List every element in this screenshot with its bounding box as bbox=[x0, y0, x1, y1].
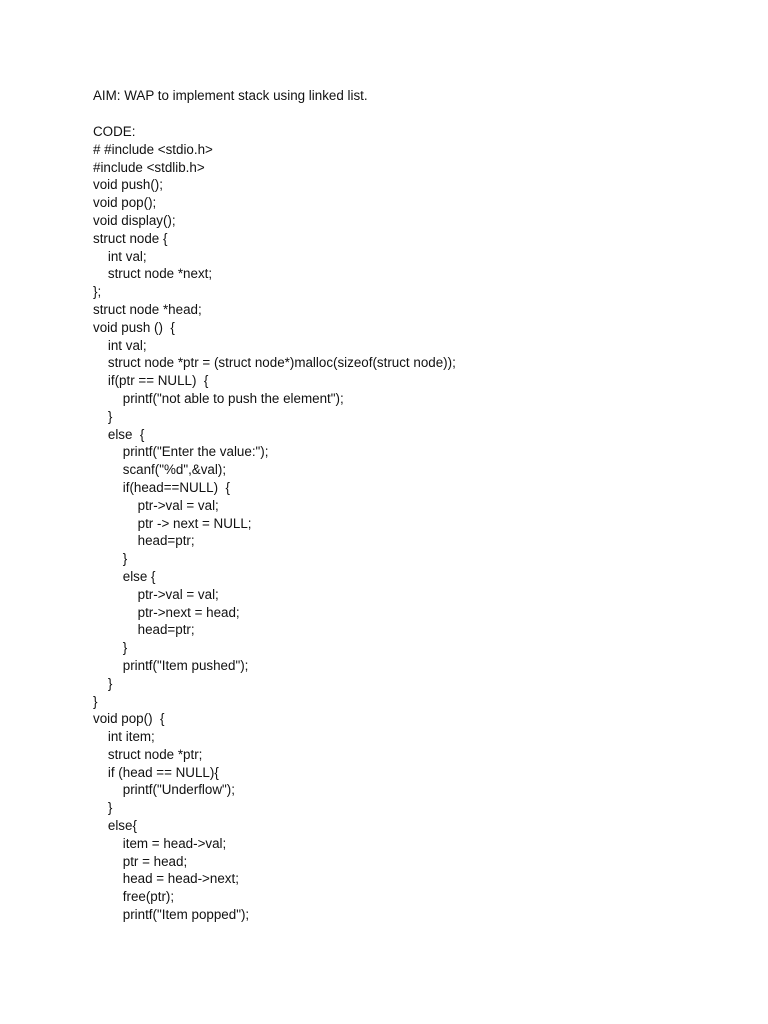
code-line: head = head->next; bbox=[93, 871, 239, 887]
code-line: } bbox=[93, 800, 113, 816]
code-line: void pop() { bbox=[93, 711, 165, 727]
code-block bbox=[93, 123, 456, 924]
code-line: head=ptr; bbox=[93, 533, 195, 549]
code-line: ptr->val = val; bbox=[93, 497, 219, 513]
code-line: printf("Enter the value:"); bbox=[93, 444, 269, 460]
code-line: } bbox=[93, 551, 128, 567]
code-line: }; bbox=[93, 284, 102, 300]
code-line: # #include <stdio.h> bbox=[93, 141, 213, 157]
code-line: void push () { bbox=[93, 319, 175, 335]
code-line: struct node { bbox=[93, 230, 168, 246]
code-label: CODE: bbox=[93, 124, 136, 139]
code-line: ptr->next = head; bbox=[93, 604, 240, 620]
code-line: else { bbox=[93, 568, 156, 584]
code-line: printf("Item pushed"); bbox=[93, 657, 249, 673]
code-line: free(ptr); bbox=[93, 889, 175, 905]
code-line: void push(); bbox=[93, 177, 163, 193]
code-line: void pop(); bbox=[93, 195, 157, 211]
aim-heading: AIM: WAP to implement stack using linked list. bbox=[93, 88, 368, 103]
code-line: int item; bbox=[93, 729, 155, 745]
code-line: ptr = head; bbox=[93, 853, 188, 869]
code-line: printf("Underflow"); bbox=[93, 782, 235, 798]
code-line: int val; bbox=[93, 248, 147, 264]
code-line: } bbox=[93, 675, 113, 691]
code-line: ptr -> next = NULL; bbox=[93, 515, 252, 531]
code-line: else{ bbox=[93, 818, 137, 834]
code-line: else { bbox=[93, 426, 145, 442]
code-lines bbox=[93, 141, 456, 924]
code-line: struct node *ptr = (struct node*)malloc(sizeof(struct node)); bbox=[93, 355, 456, 371]
code-line: if (head == NULL){ bbox=[93, 764, 219, 780]
code-line: int val; bbox=[93, 337, 147, 353]
code-line: void display(); bbox=[93, 212, 176, 228]
code-line: item = head->val; bbox=[93, 835, 227, 851]
code-line: printf("not able to push the element"); bbox=[93, 390, 344, 406]
code-line: struct node *next; bbox=[93, 266, 213, 282]
code-line: #include <stdlib.h> bbox=[93, 159, 205, 175]
code-line: scanf("%d",&val); bbox=[93, 462, 227, 478]
code-line: head=ptr; bbox=[93, 622, 195, 638]
code-line: } bbox=[93, 408, 113, 424]
code-line: struct node *ptr; bbox=[93, 746, 203, 762]
code-line: } bbox=[93, 693, 98, 709]
code-line: struct node *head; bbox=[93, 301, 202, 317]
code-line: printf("Item popped"); bbox=[93, 907, 250, 923]
code-line: } bbox=[93, 640, 128, 656]
code-line: if(ptr == NULL) { bbox=[93, 373, 209, 389]
code-line: ptr->val = val; bbox=[93, 586, 219, 602]
code-line: if(head==NULL) { bbox=[93, 479, 230, 495]
